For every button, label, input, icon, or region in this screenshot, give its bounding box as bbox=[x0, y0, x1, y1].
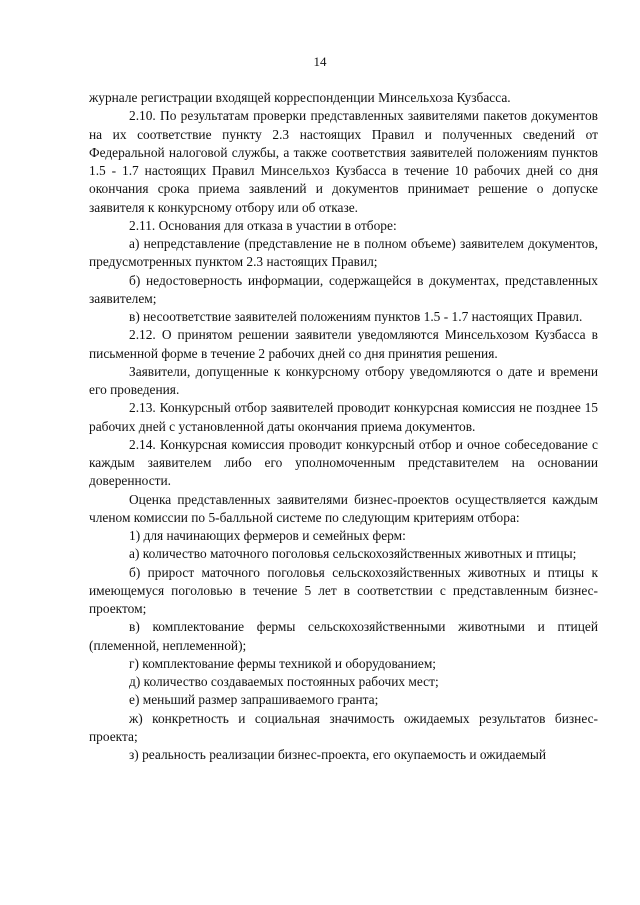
document-body bbox=[89, 89, 598, 764]
criterion-zh: ж) конкретность и социальная значимость ожидаемых результатов бизнес-проекта; bbox=[89, 710, 598, 744]
paragraph-2-14: 2.14. Конкурсная комиссия проводит конкурсный отбор и очное собеседование с каждым заявителем либо его уполномоченным представителем на основании доверенности. bbox=[89, 436, 598, 489]
paragraph-2-12-notice: Заявители, допущенные к конкурсному отбору уведомляются о дате и времени его проведения. bbox=[89, 363, 598, 397]
paragraph-evaluation: Оценка представленных заявителями бизнес-проектов осуществляется каждым членом комиссии по 5-балльной системе по следующим критериям отбора: bbox=[89, 491, 598, 525]
paragraph-2-13: 2.13. Конкурсный отбор заявителей проводит конкурсная комиссия не позднее 15 рабочих дней с установленной даты окончания приема документов. bbox=[89, 400, 598, 434]
criterion-b: б) прирост маточного поголовья сельскохозяйственных животных и птицы к имеющемуся поголовью в течение 5 лет в соответствии с представленным бизнес-проектом; bbox=[89, 564, 598, 616]
paragraph-2-11-v: в) несоответствие заявителей положениям пунктов 1.5 - 1.7 настоящих Правил. bbox=[129, 309, 583, 324]
paragraph-2-11-a: а) непредставление (представление не в полном объеме) заявителем документов, предусмотренных пунктом 2.3 настоящих Правил; bbox=[89, 236, 598, 270]
criterion-a: а) количество маточного поголовья сельскохозяйственных животных и птицы; bbox=[129, 546, 577, 562]
page-number: 14 bbox=[313, 54, 327, 69]
criteria-group-1: 1) для начинающих фермеров и семейных ферм: bbox=[129, 528, 406, 543]
criterion-z: з) реальность реализации бизнес-проекта, его окупаемость и ожидаемый bbox=[129, 747, 547, 762]
paragraph-2-10: 2.10. По результатам проверки представленных заявителями пакетов документов на их соответствие пункту 2.3 настоящих Правил и полученных сведений от Федеральной налоговой службы, а также соответствия заявителей положениям пунктов 1.5 - 1.7 настоящих Правил Минсельхоз Кузбасса в течение 10 рабочих дней со дня окончания срока приема заявлений и документов принимает решение о допуске заявителя к конкурсному отбору или об отказе. bbox=[89, 108, 598, 215]
paragraph-2-11-b: б) недостоверность информации, содержащейся в документах, представленных заявителем; bbox=[89, 272, 598, 306]
criterion-d: д) количество создаваемых постоянных рабочих мест; bbox=[129, 674, 439, 689]
paragraph-2-12: 2.12. О принятом решении заявители уведомляются Минсельхозом Кузбасса в письменной форме в течение 2 рабочих дней со дня принятия решения. bbox=[89, 327, 598, 361]
criterion-e: е) меньший размер запрашиваемого гранта; bbox=[129, 692, 379, 708]
criterion-v: в) комплектование фермы сельскохозяйственными животными и птицей (племенной, неплеменной); bbox=[89, 619, 598, 653]
criterion-g: г) комплектование фермы техникой и оборудованием; bbox=[129, 655, 437, 671]
paragraph-2-11: 2.11. Основания для отказа в участии в отборе: bbox=[129, 217, 397, 233]
paragraph-continuation: журнале регистрации входящей корреспонденции Минсельхоза Кузбасса. bbox=[89, 90, 511, 105]
